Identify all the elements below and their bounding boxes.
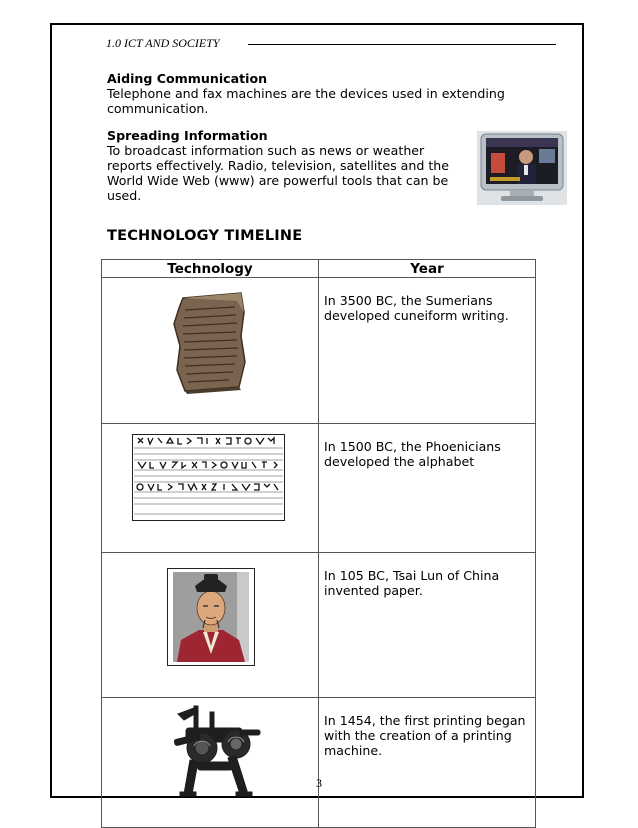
technology-cell xyxy=(102,553,319,698)
table-row xyxy=(102,278,536,424)
technology-cell xyxy=(102,278,319,424)
table-header-row xyxy=(102,260,536,278)
computer-monitor-image xyxy=(477,131,567,205)
technology-cell xyxy=(102,424,319,553)
year-cell: In 1454, the first printing began with the creation of a printing machine. xyxy=(319,698,536,828)
year-cell: In 1500 BC, the Phoenicians developed the alphabet xyxy=(319,424,536,553)
cuneiform-tablet-image xyxy=(171,292,247,394)
table-row xyxy=(102,698,536,828)
year-cell: In 3500 BC, the Sumerians developed cuneiform writing. xyxy=(319,278,536,424)
technology-cell xyxy=(102,698,319,828)
table-row xyxy=(102,553,536,698)
column-header-year: Year xyxy=(319,260,536,278)
section-spreading-information xyxy=(107,128,459,203)
timeline-title: TECHNOLOGY TIMELINE xyxy=(107,228,303,244)
section-heading: Spreading Information xyxy=(107,128,268,143)
table-row xyxy=(102,424,536,553)
tsai-lun-portrait-image xyxy=(167,568,255,666)
column-header-technology: Technology xyxy=(102,260,319,278)
chapter-header: 1.0 ICT AND SOCIETY xyxy=(106,36,220,50)
section-body: To broadcast information such as news or weather reports effectively. Radio, television, satellites and the World Wide Web (www) are powerful tools that can be used. xyxy=(107,143,450,203)
section-heading: Aiding Communication xyxy=(107,71,268,86)
page-number: 3 xyxy=(316,776,322,790)
section-body: Telephone and fax machines are the devices used in extending communication. xyxy=(107,86,505,116)
phoenician-alphabet-chart-image xyxy=(132,434,285,521)
section-aiding-communication xyxy=(107,71,507,116)
timeline-table xyxy=(101,259,536,828)
header-rule xyxy=(248,44,556,45)
year-cell: In 105 BC, Tsai Lun of China invented paper. xyxy=(319,553,536,698)
